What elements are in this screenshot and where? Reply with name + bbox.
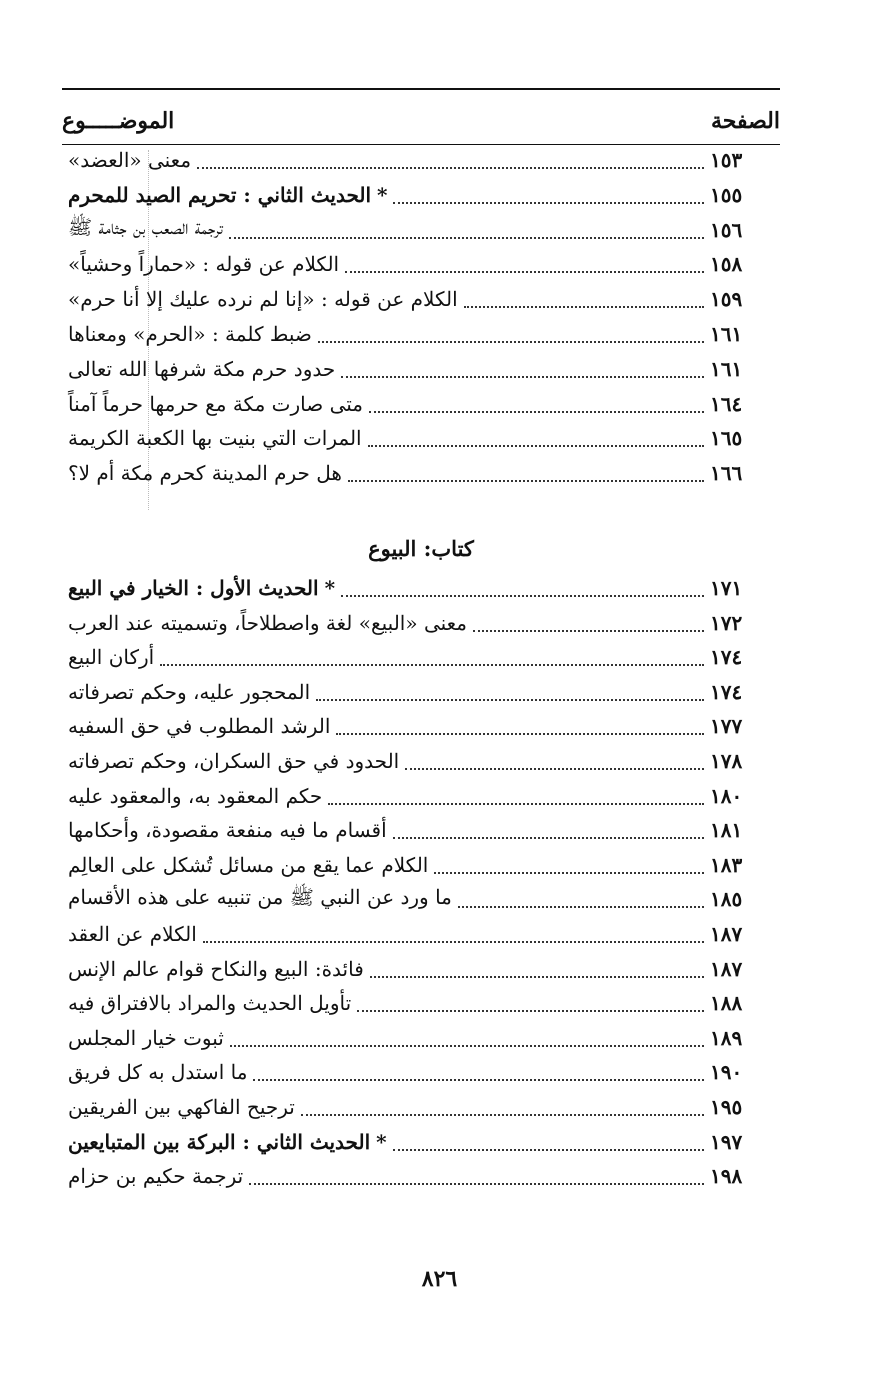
entry-title (62, 252, 339, 276)
entry-title-text: ترجمة حكيم بن حزام (68, 1164, 244, 1189)
entry-page-number: ١٥٣ (710, 148, 743, 172)
entry-page-number: ١٨٠ (710, 783, 743, 808)
leader-dots (458, 906, 704, 908)
entry-page-number: ١٦١ (710, 322, 743, 346)
leader-dots (370, 976, 704, 978)
entry-title-text: الكلام عن قوله : «إنا لم نرده عليك إلا أنا حرم» (68, 287, 458, 312)
entry-title (62, 1130, 387, 1154)
entry-page-number: ١٧٤ (710, 679, 743, 704)
entry-page-number: ١٦٤ (710, 391, 743, 416)
leader-dots (230, 1045, 704, 1047)
entry-title (62, 287, 458, 311)
toc-entry (62, 743, 780, 779)
entry-page-number: ١٨٩ (710, 1025, 743, 1050)
toc-entry (62, 985, 780, 1021)
entry-title (62, 714, 330, 738)
entry-title (62, 461, 342, 485)
toc-entry (62, 212, 780, 248)
leader-dots (393, 1149, 704, 1151)
star-icon: * (376, 1129, 387, 1154)
entry-page-number: ١٧١ (710, 576, 743, 600)
entry-title (62, 1095, 295, 1119)
leader-dots (393, 202, 704, 204)
entry-title (62, 392, 363, 416)
entry-title-text: حدود حرم مكة شرفها الله تعالى (68, 356, 336, 381)
toc-entry (62, 708, 780, 744)
entry-page-number: ١٨٧ (710, 956, 743, 981)
entry-page-number: ١٥٦ (710, 217, 743, 242)
entry-title (62, 1060, 247, 1084)
leader-dots (229, 237, 704, 239)
star-icon: * (377, 182, 388, 207)
star-icon: * (324, 576, 336, 600)
entry-title-text: حكم المعقود به، والمعقود عليه (68, 783, 323, 808)
entry-title-text: ضبط كلمة : «الحرم» ومعناها (68, 322, 312, 346)
entry-title-text: أركان البيع (68, 645, 155, 670)
entry-title-text: معنى «العضد» (68, 148, 192, 172)
entry-title-text: أقسام ما فيه منفعة مقصودة، وأحكامها (68, 818, 387, 843)
leader-dots (368, 445, 704, 447)
toc-entry (62, 177, 780, 213)
entry-title (62, 784, 322, 808)
leader-dots (318, 341, 704, 343)
entry-page-number: ١٨٨ (710, 991, 743, 1016)
toc-entry (62, 674, 780, 710)
entry-title (62, 680, 310, 704)
toc-entry (62, 916, 780, 952)
entry-title (62, 1026, 224, 1050)
entry-title (62, 576, 335, 600)
entry-title (62, 922, 197, 946)
leader-dots (203, 941, 704, 943)
toc-entry (62, 1020, 780, 1056)
entry-title (62, 645, 154, 669)
leader-dots (405, 768, 704, 770)
entry-title (62, 611, 467, 635)
entry-page-number: ١٨١ (710, 818, 743, 843)
toc-entry (62, 812, 780, 848)
entry-page-number: ١٧٨ (710, 749, 743, 773)
leader-dots (336, 733, 704, 735)
entry-title-text: الحديث الثاني : تحريم الصيد للمحرم (68, 182, 371, 207)
leader-dots (249, 1183, 704, 1185)
toc-entry (62, 605, 780, 641)
entry-title (62, 322, 312, 346)
entry-title-text: هل حرم المدينة كحرم مكة أم لا؟ (68, 461, 342, 486)
entry-title (62, 885, 452, 914)
entry-title-text: تأويل الحديث والمراد بالافتراق فيه (68, 991, 352, 1016)
entry-title-text: الكلام عما يقع من مسائل تُشكل على العالِم (68, 852, 429, 877)
entry-title (62, 749, 399, 773)
toc-entry (62, 281, 780, 317)
entry-page-number: ١٩٥ (710, 1095, 743, 1119)
entry-title-text: الحديث الأول : الخيار في البيع (68, 576, 319, 600)
toc-header (62, 96, 780, 146)
toc-entry (62, 1089, 780, 1125)
entry-page-number: ١٦١ (710, 356, 743, 381)
leader-dots (301, 1114, 704, 1116)
entry-title (62, 215, 223, 244)
leader-dots (348, 480, 704, 482)
leader-dots (434, 872, 704, 874)
leader-dots (473, 630, 704, 632)
leader-dots (253, 1079, 704, 1081)
entry-title (62, 991, 351, 1015)
leader-dots (341, 376, 704, 378)
leader-dots (357, 1010, 704, 1012)
topic-column-heading: الموضـــــوع (62, 108, 175, 134)
toc-entry (62, 639, 780, 675)
entry-page-number: ١٩٨ (710, 1164, 743, 1189)
entry-page-number: ١٨٧ (710, 922, 743, 946)
entry-title-text: الكلام عن قوله : «حماراً وحشياً» (68, 252, 340, 277)
section-heading: كتاب: البيوع (368, 536, 474, 561)
entry-title (62, 148, 191, 172)
toc-entry (62, 881, 780, 917)
entry-page-number: ١٨٥ (710, 887, 743, 912)
toc-entry (62, 1054, 780, 1090)
entry-title (62, 853, 428, 877)
toc-entry (62, 386, 780, 422)
entry-title-text: المحجور عليه، وحكم تصرفاته (68, 679, 311, 704)
toc-entry (62, 778, 780, 814)
entry-page-number: ١٧٢ (710, 610, 743, 635)
entry-title (62, 1164, 243, 1188)
toc-entry (62, 246, 780, 282)
entry-title-text: الحدود في حق السكران، وحكم تصرفاته (68, 749, 400, 773)
entry-title (62, 426, 362, 450)
leader-dots (341, 595, 704, 597)
entry-title-text: المرات التي بنيت بها الكعبة الكريمة (68, 426, 362, 451)
entry-title-text: متى صارت مكة مع حرمها حرماً آمناً (68, 391, 363, 416)
leader-dots (369, 411, 704, 413)
leader-dots (393, 837, 704, 839)
leader-dots (328, 803, 704, 805)
entry-title (62, 357, 335, 381)
leader-dots (316, 699, 704, 701)
entry-title-text: ترجمة الصعب بن جثامة ﷺ (68, 215, 223, 240)
entry-page-number: ١٦٥ (710, 426, 743, 451)
leader-dots (160, 664, 704, 666)
toc-entry (62, 455, 780, 491)
entry-title (62, 818, 387, 842)
leader-dots (464, 306, 704, 308)
entry-page-number: ١٦٦ (710, 461, 743, 486)
entry-title (62, 957, 364, 981)
entry-title-text: الرشد المطلوب في حق السفيه (68, 714, 331, 739)
toc-entry (62, 570, 780, 606)
top-rule (62, 88, 780, 90)
entry-page-number: ١٧٤ (710, 645, 743, 670)
entry-page-number: ١٥٥ (710, 182, 743, 207)
entry-page-number: ١٨٣ (710, 852, 743, 877)
leader-dots (345, 271, 704, 273)
entry-page-number: ١٥٨ (710, 252, 743, 277)
toc-entry (62, 1124, 780, 1160)
entry-title-text: الحديث الثاني : البركة بين المتبايعين (68, 1129, 371, 1154)
entry-title-text: ثبوت خيار المجلس (68, 1025, 224, 1050)
toc-entry (62, 351, 780, 387)
entry-title-text: الكلام عن العقد (68, 922, 197, 946)
entry-title-text: ما استدل به كل فريق (68, 1060, 248, 1085)
entry-title-text: فائدة: البيع والنكاح قوام عالم الإنس (68, 956, 364, 981)
leader-dots (197, 167, 704, 169)
entry-page-number: ١٥٩ (710, 287, 743, 312)
toc-entry (62, 1158, 780, 1194)
entry-page-number: ١٩٠ (710, 1060, 743, 1085)
page-column-heading: الصفحة (710, 108, 780, 134)
toc-entry (62, 142, 780, 178)
toc-entry (62, 316, 780, 352)
entry-title-text: ما ورد عن النبي ﷺ من تنبيه على هذه الأقسام (68, 884, 452, 909)
toc-entry (62, 847, 780, 883)
toc-entry (62, 951, 780, 987)
page-number: ٨٢٦ (421, 1266, 458, 1292)
toc-entry (62, 420, 780, 456)
entry-title-text: ترجيح الفاكهي بين الفريقين (68, 1095, 295, 1119)
entry-title (62, 183, 387, 207)
entry-page-number: ١٧٧ (710, 714, 743, 739)
entry-page-number: ١٩٧ (710, 1129, 743, 1154)
entry-title-text: معنى «البيع» لغة واصطلاحاً، وتسميته عند العرب (68, 610, 468, 635)
